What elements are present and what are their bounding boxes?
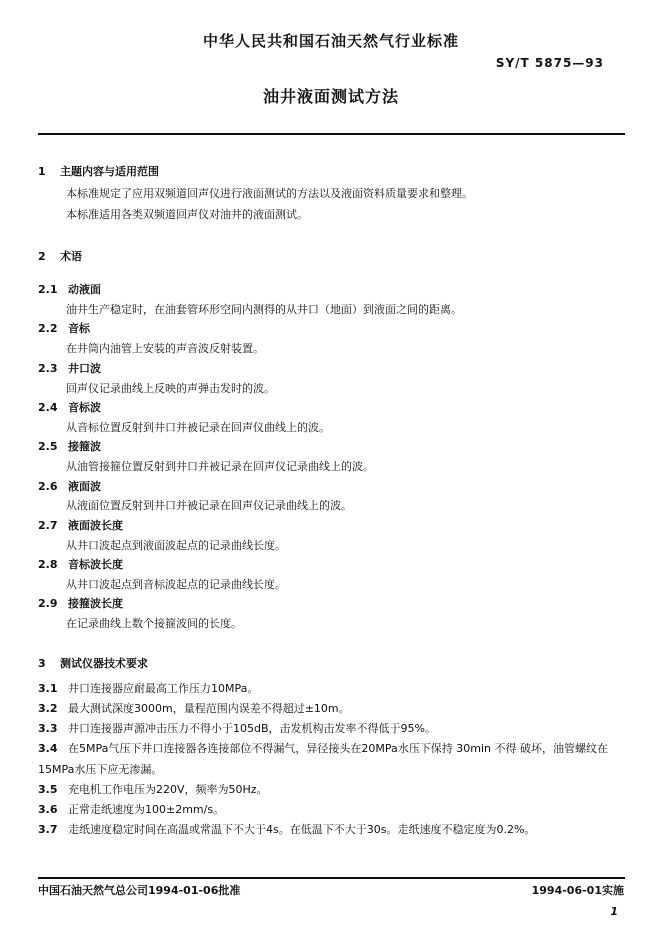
term-2-1: 2.1 动液面: [38, 283, 101, 296]
term-2-5: 2.5 接箍波: [38, 440, 101, 453]
term-2-2: 2.2 音标: [38, 322, 90, 335]
clause-3-7: 3.7 走纸速度稳定时间在高温或常温下不大于4s。在低温下不大于30s。走纸速度不稳定度为0.2%。: [38, 823, 536, 836]
standard-category: 中华人民共和国石油天然气行业标准: [202, 32, 459, 50]
term-2-4: 2.4 音标波: [38, 401, 101, 414]
approval-note: 中国石油天然气总公司1994-01-06批准: [38, 884, 241, 897]
clause-3-4: 3.4 在5MPa气压下井口连接器各连接部位不得漏气，异径接头在20MPa水压下保持 30min 不得 破坏，油管螺纹在15MPa水压下应无渗漏。: [38, 742, 608, 776]
term-2-4-definition: 从音标位置反射到井口并被记录在回声仪曲线上的波。: [66, 421, 330, 434]
clause-3-5: 3.5 充电机工作电压为220V，频率为50Hz。: [38, 783, 268, 796]
section-1-line-1: 本标准规定了应用双频道回声仪进行液面测试的方法以及液面资料质量要求和整理。: [66, 187, 473, 200]
term-2-7-definition: 从井口波起点到液面波起点的记录曲线长度。: [66, 539, 286, 552]
effective-date: 1994-06-01实施: [531, 884, 624, 897]
section-2-heading: 2 术语: [38, 250, 82, 263]
footer-rule: [38, 877, 625, 879]
clause-3-3: 3.3 井口连接器声源冲击压力不得小于105dB，击发机构击发率不得低于95%。: [38, 722, 436, 735]
clause-3-2: 3.2 最大测试深度3000m，量程范围内误差不得超过±10m。: [38, 702, 350, 715]
term-2-9-definition: 在记录曲线上数个接箍波间的长度。: [66, 617, 242, 630]
term-2-3: 2.3 井口波: [38, 362, 101, 375]
term-2-8-definition: 从井口波起点到音标波起点的记录曲线长度。: [66, 578, 286, 591]
header-rule: [38, 133, 625, 135]
term-2-9: 2.9 接箍波长度: [38, 597, 123, 610]
term-2-5-definition: 从油管接箍位置反射到井口并被记录在回声仪记录曲线上的波。: [66, 460, 374, 473]
page-number: 1: [610, 905, 618, 918]
document-title: 油井液面测试方法: [262, 87, 399, 106]
term-2-2-definition: 在井筒内油管上安装的声音波反射装置。: [66, 342, 264, 355]
term-2-6: 2.6 液面波: [38, 480, 101, 493]
clause-3-1: 3.1 井口连接器应耐最高工作压力10MPa。: [38, 682, 259, 695]
term-2-1-definition: 油井生产稳定时，在油套管环形空间内测得的从井口（地面）到液面之间的距离。: [66, 303, 462, 316]
term-2-8: 2.8 音标波长度: [38, 558, 123, 571]
standard-code: SY/T 5875—93: [495, 56, 604, 70]
clause-3-6: 3.6 正常走纸速度为100±2mm/s。: [38, 803, 225, 816]
term-2-7: 2.7 液面波长度: [38, 519, 123, 532]
term-2-6-definition: 从液面位置反射到井口并被记录在回声仪记录曲线上的波。: [66, 499, 352, 512]
section-1-line-2: 本标准适用各类双频道回声仪对油井的液面测试。: [66, 208, 308, 221]
section-1-heading: 1 主题内容与适用范围: [38, 165, 159, 178]
section-3-heading: 3 测试仪器技术要求: [38, 657, 148, 670]
term-2-3-definition: 回声仪记录曲线上反映的声弹击发时的波。: [66, 382, 275, 395]
